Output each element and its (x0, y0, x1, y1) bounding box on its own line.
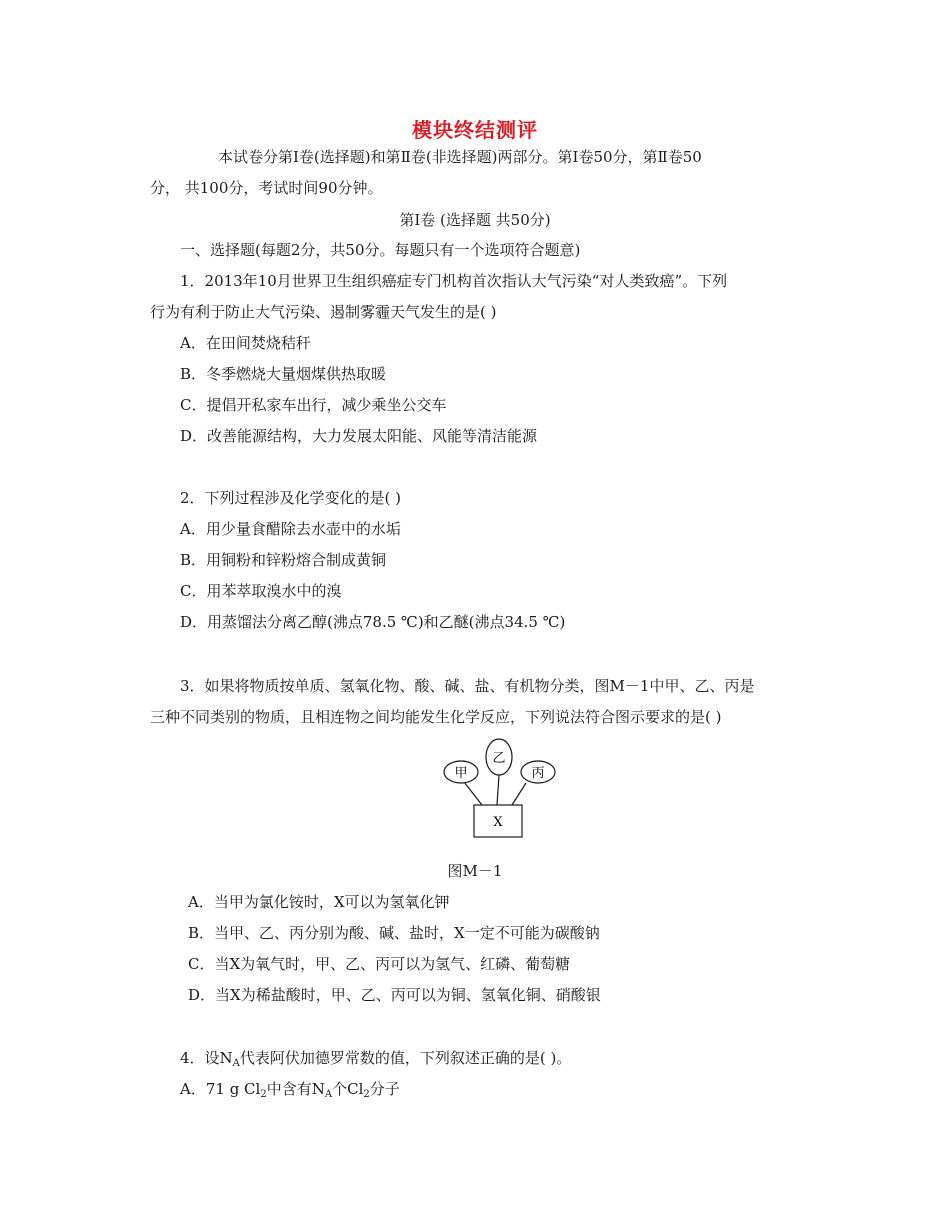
q4-stem-post: 代表阿伏加德罗常数的值，下列叙述正确的是( )。 (239, 1049, 572, 1067)
part1-heading: 第Ⅰ卷 (选择题 共50分) (399, 211, 551, 229)
q1-option-b: B．冬季燃烧大量烟煤供热取暖 (180, 365, 387, 383)
q3-stem-line-2: 三种不同类别的物质，且相连物之间均能发生化学反应，下列说法符合图示要求的是( ) (150, 708, 722, 726)
q1-option-c: C．提倡开私家车出行，减少乘坐公交车 (180, 396, 447, 414)
q2-stem: 2．下列过程涉及化学变化的是( ) (180, 489, 402, 507)
q3-stem-line-1: 3．如果将物质按单质、氢氧化物、酸、碱、盐、有机物分类，图M－1中甲、乙、丙是 (180, 677, 755, 695)
q4-a-part1: A．71 g Cl (180, 1080, 261, 1098)
connector-jia (464, 782, 482, 805)
q4-option-a (180, 1079, 400, 1099)
q2-option-d: D．用蒸馏法分离乙醇(沸点78.5 ℃)和乙醚(沸点34.5 ℃) (180, 613, 566, 631)
node-jia-label: 甲 (454, 766, 468, 781)
q3-diagram (440, 738, 560, 840)
section1-heading: 一、选择题(每题2分，共50分。每题只有一个选项符合题意) (180, 241, 581, 259)
q1-stem-line-2: 行为有利于防止大气污染、遏制雾霾天气发生的是( ) (150, 303, 497, 321)
connector-yi (497, 775, 499, 805)
q2-option-c: C．用苯萃取溴水中的溴 (180, 582, 342, 600)
q4-a-part3: 个Cl (332, 1080, 364, 1098)
page-title: 模块终结测评 (412, 118, 538, 142)
q4-a-sub2: A (324, 1089, 333, 1100)
q4-stem-sub: A (232, 1058, 240, 1069)
q4-a-sub1: 2 (260, 1089, 267, 1100)
center-label: X (493, 815, 503, 830)
node-yi-label: 乙 (492, 751, 506, 766)
q1-option-d: D．改善能源结构，大力发展太阳能、风能等清洁能源 (180, 427, 538, 445)
intro-line-2: 分， 共100分，考试时间90分钟。 (150, 179, 383, 197)
q3-option-c: C．当X为氧气时，甲、乙、丙可以为氢气、红磷、葡萄糖 (188, 955, 571, 973)
q4-a-part2: 中含有N (266, 1080, 325, 1098)
q4-stem (180, 1048, 571, 1068)
q4-a-sub3: 2 (363, 1089, 370, 1100)
q3-option-b: B．当甲、乙、丙分别为酸、碱、盐时，X一定不可能为碳酸钠 (188, 924, 600, 942)
q2-option-b: B．用铜粉和锌粉熔合制成黄铜 (180, 551, 387, 569)
q2-option-a: A．用少量食醋除去水壶中的水垢 (180, 520, 401, 538)
q3-option-a: A．当甲为氯化铵时，X可以为氢氧化钾 (188, 893, 450, 911)
q1-option-a: A．在田间焚烧秸秆 (180, 334, 311, 352)
q1-stem-line-1: 1．2013年10月世界卫生组织癌症专门机构首次指认大气污染“对人类致癌”。下列 (180, 272, 728, 290)
q3-option-d: D．当X为稀盐酸时，甲、乙、丙可以为铜、氢氧化铜、硝酸银 (188, 986, 601, 1004)
q4-stem-pre: 4．设N (180, 1049, 233, 1067)
node-bing-label: 丙 (531, 766, 545, 781)
intro-line-1: 本试卷分第Ⅰ卷(选择题)和第Ⅱ卷(非选择题)两部分。第Ⅰ卷50分，第Ⅱ卷50 (218, 148, 702, 166)
q4-a-part4: 分子 (369, 1080, 400, 1098)
figure-caption: 图M－1 (447, 862, 503, 880)
connector-bing (512, 783, 526, 805)
